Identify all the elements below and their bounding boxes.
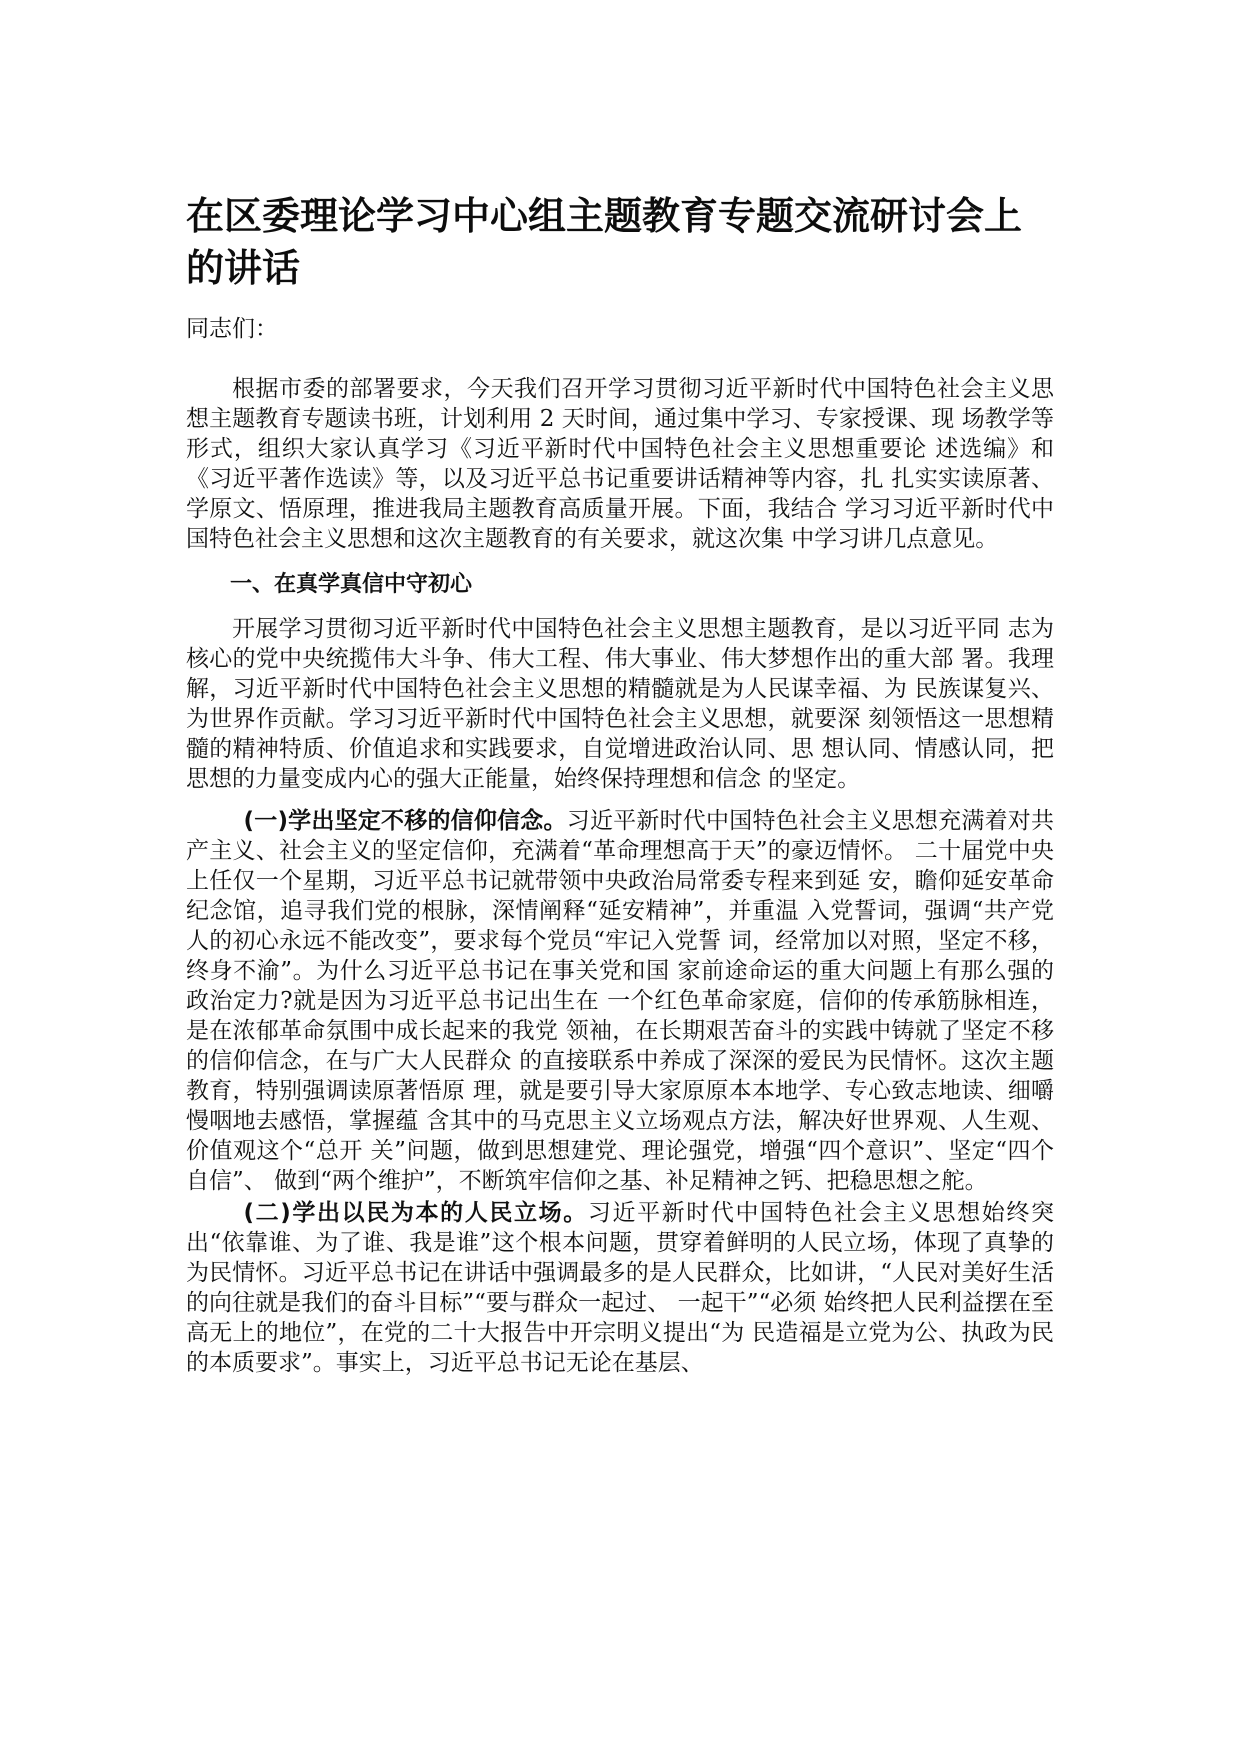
subsection-2-body: 习近平新时代中国特色社会主义思想始终突出“依靠谁、为了谁、我是谁”这个根本问题，贯穿着鲜明的人民立场，体现了真挚的为民情怀。习近平总书记在讲话中强调最多的是人民群众，比如讲，“人民对美好生活的向往就是我们的奋斗目标”“要与群众一起过、 一起干”“必须 始终把人民利益摆在至高无上的地位”，在党的二十大报告中开宗明义提出“为 民造福是立党为公、执政为民的本质要求”。事实上，习近平总书记无论在基层、 <box>186 1200 1054 1376</box>
section-1-paragraph: 开展学习贯彻习近平新时代中国特色社会主义思想主题教育，是以习近平同 志为核心的党中央统揽伟大斗争、伟大工程、伟大事业、伟大梦想作出的重大部 署。我理解，习近平新时代中国特色社会主义思想的精髓就是为人民谋幸福、为 民族谋复兴、为世界作贡献。学习习近平新时代中国特色社会主义思想，就要深 刻领悟这一思想精髓的精神特质、价值追求和实践要求，自觉增进政治认同、思 想认同、情感认同，把思想的力量变成内心的强大正能量，始终保持理想和信念 的坚定。 <box>186 616 1054 792</box>
document-title: 在区委理论学习中心组主题教育专题交流研讨会上的讲话 <box>186 194 1023 290</box>
section-heading-1: 一、在真学真信中守初心 <box>230 572 473 597</box>
subsection-1-paragraph <box>186 806 1054 1196</box>
intro-paragraph: 根据市委的部署要求，今天我们召开学习贯彻习近平新时代中国特色社会主义思想主题教育专题读书班，计划利用 2 天时间，通过集中学习、专家授课、现 场教学等形式，组织大家认真学习《习近平新时代中国特色社会主义思想重要论 述选编》和《习近平著作选读》等，以及习近平总书记重要讲话精神等内容，扎 扎实实读原著、学原文、悟原理，推进我局主题教育高质量开展。下面，我结合 学习习近平新时代中国特色社会主义思想和这次主题教育的有关要求，就这次集 中学习讲几点意见。 <box>186 376 1054 552</box>
subsection-2-lead: (二)学出以民为本的人民立场。 <box>243 1200 588 1226</box>
subsection-2-paragraph <box>186 1198 1054 1378</box>
document-page <box>186 190 1054 1378</box>
subsection-1-lead: (一)学出坚定不移的信仰信念。 <box>243 808 567 834</box>
greeting: 同志们： <box>186 316 278 342</box>
subsection-1-body: 习近平新时代中国特色社会主义思想充满着对共产主义、社会主义的坚定信仰，充满着“革命理想高于天”的豪迈情怀。 二十届党中央上任仅一个星期，习近平总书记就带领中央政治局常委专程来到延 安，瞻仰延安革命纪念馆，追寻我们党的根脉，深情阐释“延安精神”，并重温 入党誓词，强调“共产党人的初心永远不能改变”，要求每个党员“牢记入党誓 词，经常加以对照，坚定不移，终身不渝”。为什么习近平总书记在事关党和国 家前途命运的重大问题上有那么强的政治定力?就是因为习近平总书记出生在 一个红色革命家庭，信仰的传承筋脉相连，是在浓郁革命氛围中成长起来的我党 领袖，在长期艰苦奋斗的实践中铸就了坚定不移的信仰信念，在与广大人民群众 的直接联系中养成了深深的爱民为民情怀。这次主题教育，特别强调读原著悟原 理，就是要引导大家原原本本地学、专心致志地读、细嚼慢咽地去感悟，掌握蕴 含其中的马克思主义立场观点方法，解决好世界观、人生观、价值观这个“总开 关”问题，做到思想建党、理论强党，增强“四个意识”、坚定“四个自信”、 做到“两个维护”，不断筑牢信仰之基、补足精神之钙、把稳思想之舵。 <box>186 808 1055 1194</box>
